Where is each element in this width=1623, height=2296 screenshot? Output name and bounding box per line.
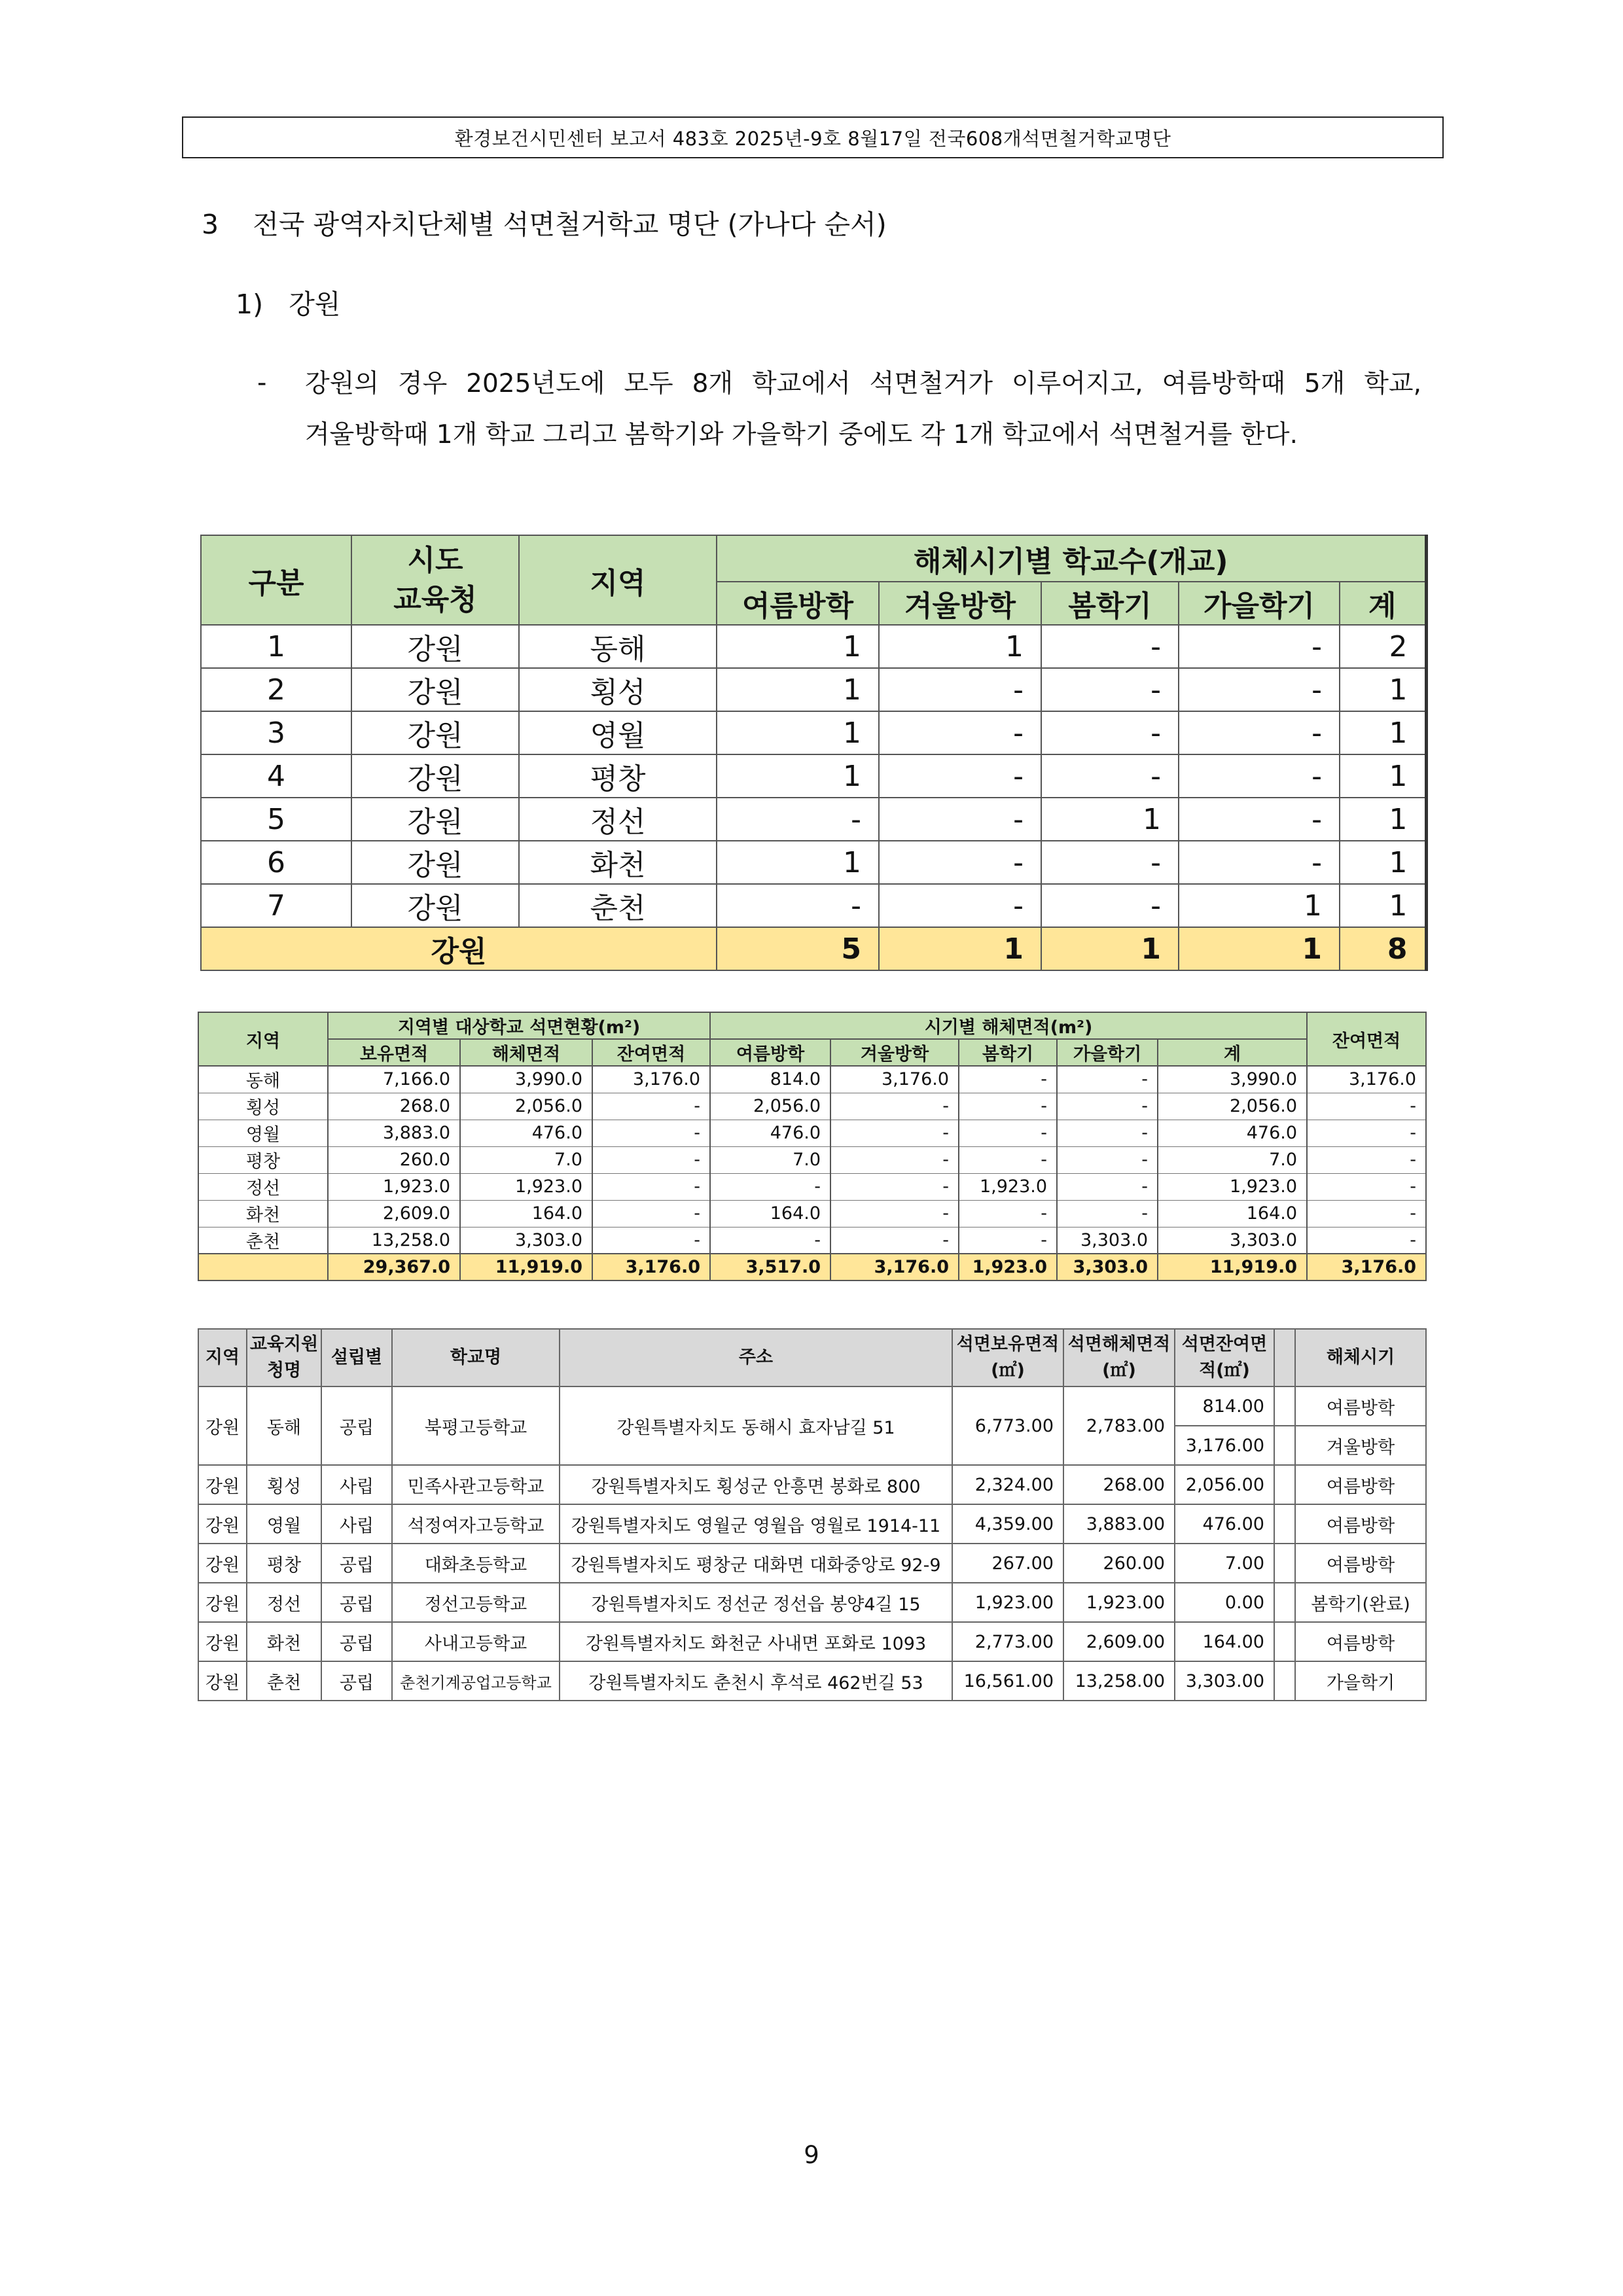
cell-spring: -: [1041, 884, 1179, 927]
table-row: [198, 1544, 1426, 1583]
cell-address: 강원특별자치도 평창군 대화면 대화중앙로 92-9: [560, 1544, 952, 1583]
cell-winter: 1: [879, 625, 1041, 668]
cell-remaining: -: [1307, 1173, 1426, 1200]
cell-demol: 260.00: [1063, 1544, 1175, 1583]
total-summer: 5: [717, 927, 879, 970]
col-header-no: 구분: [201, 535, 351, 625]
cell-region: 강원: [198, 1544, 247, 1583]
cell-spring: 1: [1041, 798, 1179, 841]
section-title-text: 전국 광역자치단체별 석면철거학교 명단 (가나다 순서): [253, 209, 887, 240]
cell-hold: 7,166.0: [328, 1066, 460, 1093]
cell-region: 강원: [198, 1386, 247, 1465]
cell-school: 대화초등학교: [392, 1544, 560, 1583]
page-number: 9: [804, 2141, 819, 2169]
total-demol: 11,919.0: [460, 1254, 592, 1280]
cell-winter: -: [879, 668, 1041, 711]
table-row: [198, 1227, 1426, 1254]
cell-summer: 1: [717, 841, 879, 884]
cell-office: 평창: [247, 1544, 321, 1583]
cell-type: 공립: [321, 1622, 392, 1661]
col-header-hold: 석면보유면적(㎡): [952, 1329, 1063, 1386]
cell-type: 공립: [321, 1661, 392, 1701]
cell-remain: -: [592, 1146, 710, 1173]
cell-office: 강원: [351, 884, 519, 927]
cell-period: 가을학기: [1295, 1661, 1426, 1701]
cell-spring: -: [959, 1120, 1057, 1146]
table-row: [198, 1146, 1426, 1173]
cell-summer: 7.0: [710, 1146, 830, 1173]
table-row: [198, 1386, 1426, 1426]
cell-type: 사립: [321, 1504, 392, 1544]
cell-summer: 2,056.0: [710, 1093, 830, 1120]
col-header-address: 주소: [560, 1329, 952, 1386]
cell-remaining: -: [1307, 1146, 1426, 1173]
cell-spacer: [1274, 1426, 1295, 1465]
cell-total: 164.0: [1158, 1200, 1307, 1227]
cell-spacer: [1274, 1622, 1295, 1661]
paragraph-text: 강원의 경우 2025년도에 모두 8개 학교에서 석면철거가 이루어지고, 여름방학때 5개 학교, 겨울방학때 1개 학교 그리고 봄학기와 가을학기 중에도 각 1개 학교에서 석면철거를 한다.: [305, 369, 1421, 450]
school-count-table: [200, 535, 1428, 971]
cell-remain: 7.00: [1175, 1544, 1274, 1583]
cell-total: 1: [1340, 711, 1426, 754]
cell-summer: 164.0: [710, 1200, 830, 1227]
cell-fall: -: [1057, 1066, 1158, 1093]
cell-office: 영월: [247, 1504, 321, 1544]
subsection-title: [236, 283, 340, 321]
cell-hold: 1,923.0: [328, 1173, 460, 1200]
col-header-fall: 가을학기: [1179, 582, 1340, 625]
cell-address: 강원특별자치도 춘천시 후석로 462번길 53: [560, 1661, 952, 1701]
cell-winter: -: [830, 1120, 959, 1146]
cell-address: 강원특별자치도 화천군 사내면 포화로 1093: [560, 1622, 952, 1661]
total-hold: 29,367.0: [328, 1254, 460, 1280]
cell-address: 강원특별자치도 횡성군 안흥면 봉화로 800: [560, 1465, 952, 1504]
cell-spacer: [1274, 1465, 1295, 1504]
col-header-region: 지역: [198, 1329, 247, 1386]
col-header-school: 학교명: [392, 1329, 560, 1386]
cell-remaining: 3,176.0: [1307, 1066, 1426, 1093]
col-header-period: 해체시기: [1295, 1329, 1426, 1386]
col-header-demol: 석면해체면적(㎡): [1063, 1329, 1175, 1386]
col-header-total: 계: [1340, 582, 1426, 625]
cell-no: 7: [201, 884, 351, 927]
cell-region: 강원: [198, 1504, 247, 1544]
cell-winter: -: [830, 1093, 959, 1120]
cell-remaining: -: [1307, 1120, 1426, 1146]
col-header-type: 설립별: [321, 1329, 392, 1386]
col-header-group-a: 지역별 대상학교 석면현황(m²): [328, 1012, 710, 1039]
cell-spacer: [1274, 1386, 1295, 1426]
table-row: [201, 625, 1426, 668]
cell-region: 정선: [519, 798, 717, 841]
cell-demol: 7.0: [460, 1146, 592, 1173]
cell-school: 북평고등학교: [392, 1386, 560, 1465]
cell-winter: -: [830, 1146, 959, 1173]
cell-type: 공립: [321, 1544, 392, 1583]
cell-region: 횡성: [519, 668, 717, 711]
cell-region: 정선: [198, 1173, 328, 1200]
cell-summer: 1: [717, 711, 879, 754]
cell-region: 강원: [198, 1583, 247, 1622]
total-winter: 3,176.0: [830, 1254, 959, 1280]
cell-region: 강원: [198, 1661, 247, 1701]
cell-fall: -: [1179, 668, 1340, 711]
total-fall: 3,303.0: [1057, 1254, 1158, 1280]
cell-demol: 268.00: [1063, 1465, 1175, 1504]
cell-fall: -: [1179, 754, 1340, 798]
cell-office: 춘천: [247, 1661, 321, 1701]
cell-remain: -: [592, 1200, 710, 1227]
col-header-spring: 봄학기: [1041, 582, 1179, 625]
table-row: [198, 1622, 1426, 1661]
cell-demol: 3,303.0: [460, 1227, 592, 1254]
total-region: [198, 1254, 328, 1280]
cell-winter: -: [879, 841, 1041, 884]
cell-spring: -: [959, 1146, 1057, 1173]
table-row: [198, 1465, 1426, 1504]
total-total: 8: [1340, 927, 1426, 970]
table-row: [201, 711, 1426, 754]
subsection-title-text: 강원: [289, 289, 341, 320]
col-header-remain: 석면잔여면적(㎡): [1175, 1329, 1274, 1386]
cell-office: 강원: [351, 841, 519, 884]
cell-region: 강원: [198, 1622, 247, 1661]
cell-address: 강원특별자치도 정선군 정선읍 봉양4길 15: [560, 1583, 952, 1622]
cell-type: 공립: [321, 1386, 392, 1465]
col-header-office-line1: 시도: [407, 543, 463, 577]
cell-total: 2: [1340, 625, 1426, 668]
cell-spring: -: [1041, 754, 1179, 798]
cell-office: 강원: [351, 754, 519, 798]
cell-total: 476.0: [1158, 1120, 1307, 1146]
table-row: [201, 798, 1426, 841]
cell-summer: -: [717, 798, 879, 841]
cell-fall: -: [1179, 711, 1340, 754]
cell-fall: -: [1057, 1093, 1158, 1120]
cell-period: 여름방학: [1295, 1504, 1426, 1544]
cell-winter: 3,176.0: [830, 1066, 959, 1093]
cell-fall: -: [1179, 625, 1340, 668]
cell-winter: -: [879, 798, 1041, 841]
col-header-summer: 여름방학: [717, 582, 879, 625]
cell-office: 횡성: [247, 1465, 321, 1504]
cell-no: 2: [201, 668, 351, 711]
report-header: 환경보건시민센터 보고서 483호 2025년-9호 8월17일 전국608개석면철거학교명단: [182, 116, 1444, 158]
cell-winter: -: [879, 884, 1041, 927]
cell-period: 겨울방학: [1295, 1426, 1426, 1465]
cell-spring: -: [1041, 625, 1179, 668]
cell-spring: -: [1041, 711, 1179, 754]
cell-office: 강원: [351, 625, 519, 668]
cell-total: 3,303.0: [1158, 1227, 1307, 1254]
cell-fall: 1: [1179, 884, 1340, 927]
total-summer: 3,517.0: [710, 1254, 830, 1280]
cell-summer: -: [717, 884, 879, 927]
col-header-winter: 겨울방학: [830, 1039, 959, 1066]
cell-region: 동해: [519, 625, 717, 668]
cell-office: 강원: [351, 711, 519, 754]
cell-remain: 164.00: [1175, 1622, 1274, 1661]
paragraph-bullet: -: [257, 368, 267, 398]
cell-hold: 2,773.00: [952, 1622, 1063, 1661]
cell-spacer: [1274, 1583, 1295, 1622]
cell-hold: 4,359.00: [952, 1504, 1063, 1544]
cell-hold: 6,773.00: [952, 1386, 1063, 1465]
table-row: [198, 1093, 1426, 1120]
cell-fall: -: [1057, 1146, 1158, 1173]
cell-region: 동해: [198, 1066, 328, 1093]
cell-remaining: -: [1307, 1200, 1426, 1227]
cell-remaining: -: [1307, 1093, 1426, 1120]
cell-demol: 164.0: [460, 1200, 592, 1227]
cell-hold: 16,561.00: [952, 1661, 1063, 1701]
cell-fall: -: [1057, 1200, 1158, 1227]
cell-school: 춘천기계공업고등학교: [392, 1661, 560, 1701]
cell-region: 화천: [519, 841, 717, 884]
total-row: [198, 1254, 1426, 1280]
cell-type: 사립: [321, 1465, 392, 1504]
cell-winter: -: [830, 1173, 959, 1200]
cell-hold: 268.0: [328, 1093, 460, 1120]
col-header-fall: 가을학기: [1057, 1039, 1158, 1066]
cell-remain: -: [592, 1093, 710, 1120]
cell-period: 봄학기(완료): [1295, 1583, 1426, 1622]
cell-spring: -: [959, 1200, 1057, 1227]
cell-demol: 2,783.00: [1063, 1386, 1175, 1465]
table-row: [201, 668, 1426, 711]
cell-period: 여름방학: [1295, 1622, 1426, 1661]
cell-summer: 1: [717, 625, 879, 668]
cell-summer: -: [710, 1227, 830, 1254]
cell-region: 춘천: [198, 1227, 328, 1254]
col-header-office: [351, 535, 519, 625]
col-header-total: 계: [1158, 1039, 1307, 1066]
cell-remain: -: [592, 1227, 710, 1254]
col-header-region: 지역: [519, 535, 717, 625]
cell-winter: -: [879, 711, 1041, 754]
cell-spacer: [1274, 1504, 1295, 1544]
cell-summer: 1: [717, 754, 879, 798]
cell-school: 사내고등학교: [392, 1622, 560, 1661]
total-remaining: 3,176.0: [1307, 1254, 1426, 1280]
table-row: [198, 1120, 1426, 1146]
table-row: [198, 1066, 1426, 1093]
cell-spring: 1,923.0: [959, 1173, 1057, 1200]
cell-total: 1: [1340, 798, 1426, 841]
cell-hold: 1,923.00: [952, 1583, 1063, 1622]
total-fall: 1: [1179, 927, 1340, 970]
cell-hold: 2,324.00: [952, 1465, 1063, 1504]
cell-remain: 3,303.00: [1175, 1661, 1274, 1701]
cell-region: 평창: [519, 754, 717, 798]
cell-total: 7.0: [1158, 1146, 1307, 1173]
col-header-office-line2: 교육청: [393, 582, 477, 616]
cell-spacer: [1274, 1544, 1295, 1583]
cell-school: 민족사관고등학교: [392, 1465, 560, 1504]
cell-total: 1: [1340, 841, 1426, 884]
col-header-group-b: 시기별 해체면적(m²): [710, 1012, 1307, 1039]
cell-remain: 476.00: [1175, 1504, 1274, 1544]
cell-remain: 3,176.00: [1175, 1426, 1274, 1465]
cell-remain: -: [592, 1120, 710, 1146]
total-spring: 1: [1041, 927, 1179, 970]
cell-remain: -: [592, 1173, 710, 1200]
cell-total: 2,056.0: [1158, 1093, 1307, 1120]
cell-office: 동해: [247, 1386, 321, 1465]
col-header-group: 해체시기별 학교수(개교): [717, 535, 1426, 582]
asbestos-area-table: [198, 1012, 1427, 1281]
cell-total: 1,923.0: [1158, 1173, 1307, 1200]
cell-hold: 267.00: [952, 1544, 1063, 1583]
cell-office: 화천: [247, 1622, 321, 1661]
cell-total: 1: [1340, 668, 1426, 711]
cell-hold: 3,883.0: [328, 1120, 460, 1146]
cell-region: 영월: [198, 1120, 328, 1146]
school-list-table: [198, 1328, 1427, 1701]
cell-summer: 814.0: [710, 1066, 830, 1093]
cell-no: 5: [201, 798, 351, 841]
cell-address: 강원특별자치도 영월군 영월읍 영월로 1914-11: [560, 1504, 952, 1544]
cell-region: 평창: [198, 1146, 328, 1173]
cell-remain: 3,176.0: [592, 1066, 710, 1093]
cell-hold: 2,609.0: [328, 1200, 460, 1227]
cell-no: 4: [201, 754, 351, 798]
cell-summer: 476.0: [710, 1120, 830, 1146]
cell-total: 1: [1340, 884, 1426, 927]
cell-total: 3,990.0: [1158, 1066, 1307, 1093]
col-header-region: 지역: [198, 1012, 328, 1066]
cell-period: 여름방학: [1295, 1544, 1426, 1583]
cell-remain: 814.00: [1175, 1386, 1274, 1426]
cell-demol: 2,056.0: [460, 1093, 592, 1120]
table-row: [201, 841, 1426, 884]
col-header-hold: 보유면적: [328, 1039, 460, 1066]
cell-region: 영월: [519, 711, 717, 754]
cell-spacer: [1274, 1661, 1295, 1701]
cell-school: 석정여자고등학교: [392, 1504, 560, 1544]
cell-office: 정선: [247, 1583, 321, 1622]
cell-demol: 1,923.0: [460, 1173, 592, 1200]
col-header-remaining: 잔여면적: [1307, 1012, 1426, 1066]
cell-office: 강원: [351, 668, 519, 711]
cell-region: 화천: [198, 1200, 328, 1227]
cell-spring: -: [959, 1093, 1057, 1120]
cell-fall: -: [1179, 798, 1340, 841]
cell-type: 공립: [321, 1583, 392, 1622]
table-row: [198, 1200, 1426, 1227]
section-number: 3: [202, 209, 219, 240]
cell-fall: -: [1179, 841, 1340, 884]
cell-address: 강원특별자치도 동해시 효자남길 51: [560, 1386, 952, 1465]
cell-spring: -: [959, 1227, 1057, 1254]
cell-summer: 1: [717, 668, 879, 711]
table-row: [198, 1173, 1426, 1200]
table-row: [201, 754, 1426, 798]
col-header-summer: 여름방학: [710, 1039, 830, 1066]
cell-region: 횡성: [198, 1093, 328, 1120]
cell-period: 여름방학: [1295, 1386, 1426, 1426]
cell-region: 춘천: [519, 884, 717, 927]
cell-office: 강원: [351, 798, 519, 841]
cell-no: 6: [201, 841, 351, 884]
cell-remaining: -: [1307, 1227, 1426, 1254]
cell-spring: -: [1041, 841, 1179, 884]
cell-remain: 0.00: [1175, 1583, 1274, 1622]
table-row: [201, 884, 1426, 927]
cell-demol: 1,923.00: [1063, 1583, 1175, 1622]
col-header-demol: 해체면적: [460, 1039, 592, 1066]
table-row: [198, 1661, 1426, 1701]
cell-demol: 2,609.00: [1063, 1622, 1175, 1661]
col-header-spacer: [1274, 1329, 1295, 1386]
cell-hold: 260.0: [328, 1146, 460, 1173]
cell-hold: 13,258.0: [328, 1227, 460, 1254]
col-header-office: 교육지원청명: [247, 1329, 321, 1386]
cell-winter: -: [830, 1227, 959, 1254]
cell-total: 1: [1340, 754, 1426, 798]
table-row: [198, 1504, 1426, 1544]
section-title: [202, 203, 887, 241]
cell-fall: 3,303.0: [1057, 1227, 1158, 1254]
cell-school: 정선고등학교: [392, 1583, 560, 1622]
cell-winter: -: [879, 754, 1041, 798]
cell-fall: -: [1057, 1173, 1158, 1200]
cell-demol: 3,990.0: [460, 1066, 592, 1093]
table-row: [198, 1583, 1426, 1622]
col-header-remain: 잔여면적: [592, 1039, 710, 1066]
cell-period: 여름방학: [1295, 1465, 1426, 1504]
total-label: 강원: [201, 927, 717, 970]
col-header-winter: 겨울방학: [879, 582, 1041, 625]
cell-fall: -: [1057, 1120, 1158, 1146]
cell-region: 강원: [198, 1465, 247, 1504]
total-winter: 1: [879, 927, 1041, 970]
total-row: [201, 927, 1426, 970]
cell-no: 1: [201, 625, 351, 668]
cell-demol: 13,258.00: [1063, 1661, 1175, 1701]
cell-remain: 2,056.00: [1175, 1465, 1274, 1504]
cell-spring: -: [1041, 668, 1179, 711]
cell-spring: -: [959, 1066, 1057, 1093]
cell-demol: 476.0: [460, 1120, 592, 1146]
cell-summer: -: [710, 1173, 830, 1200]
total-remain: 3,176.0: [592, 1254, 710, 1280]
subsection-number: 1): [236, 289, 264, 320]
col-header-spring: 봄학기: [959, 1039, 1057, 1066]
cell-demol: 3,883.00: [1063, 1504, 1175, 1544]
total-total: 11,919.0: [1158, 1254, 1307, 1280]
cell-no: 3: [201, 711, 351, 754]
total-spring: 1,923.0: [959, 1254, 1057, 1280]
cell-winter: -: [830, 1200, 959, 1227]
